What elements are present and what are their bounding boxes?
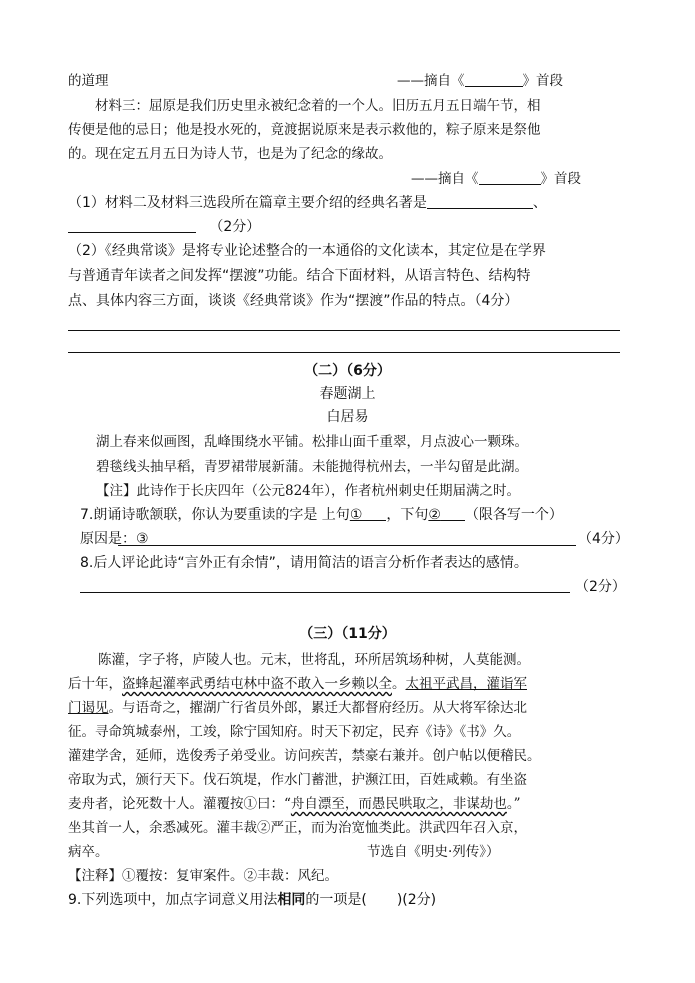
question-7	[80, 506, 563, 524]
answer-line[interactable]	[68, 352, 620, 353]
material2-tail	[68, 72, 109, 90]
answer-blank[interactable]	[441, 506, 465, 521]
question-7-text: 7.朗诵诗歌颔联，你认为要重读的字是 上句	[80, 507, 350, 523]
material3-line2: 传便是他的忌日；他是投水死的，竟渡据说原来是表示救他的，粽子原来是祭他	[68, 122, 541, 138]
question-7-score: （4分）	[578, 531, 629, 547]
question-1-cont	[68, 218, 260, 236]
material2-source	[397, 72, 563, 90]
question-1-text: （1）材料二及材料三选段所在篇章主要介绍的经典名著是	[68, 195, 427, 211]
question-9-text: 9.下列选项中，加点字词意义用法	[68, 892, 278, 908]
question-9-emphasis: 相同	[277, 892, 306, 908]
blank-mark-1[interactable]: ①	[349, 507, 363, 523]
passage-line-2	[68, 675, 527, 693]
poem-author: 白居易	[326, 409, 369, 425]
question-2-line3: 点、具体内容三方面，谈谈《经典常谈》作为“摆渡”作品的特点。（4分）	[68, 293, 519, 309]
book-title-blank[interactable]	[479, 170, 541, 185]
reason-answer-line[interactable]	[118, 545, 576, 546]
book-title-blank[interactable]	[465, 72, 523, 87]
passage-line-4: 征。寻命筑城泰州，工竣，除宁国知府。时天下初定，民弃《诗》《书》久。	[68, 724, 521, 740]
passage-line-3	[68, 699, 527, 717]
poem-line-1: 湖上春来似画图，乱峰围绕水平铺。松排山面千重翠，月点波心一颗珠。	[96, 434, 528, 450]
passage-text: 。	[392, 676, 406, 692]
section-2-heading: （二）（6分）	[304, 363, 391, 379]
question-1	[68, 194, 547, 212]
material3-line3: 的。现在定五月五日为诗人节，也是为了纪念的缘故。	[68, 146, 392, 162]
question-2-line1: （2）《经典常谈》是将专业论述整合的一本通俗的文化读本，其定位是在学界	[68, 243, 546, 259]
source-suffix: 》首段	[522, 73, 563, 89]
question-9-score: )(2分)	[396, 892, 437, 908]
underlined-sentence: 门谒见	[68, 700, 109, 716]
passage-line-8: 坐其首一人，余悉减死。灌丰裁②严正，而为治宽恤类此。洪武四年召入京，	[68, 820, 527, 836]
material3-source	[411, 170, 581, 188]
blank-mark-2[interactable]: ②	[428, 507, 441, 523]
passage-note: 【注释】①覆按：复审案件。②丰裁：风纪。	[68, 868, 338, 884]
passage-line-7	[68, 795, 521, 813]
question-8-score: （2分）	[575, 579, 626, 595]
question-9	[68, 891, 436, 909]
passage-text: 麦舟者，论死数十人。灌覆按①曰：“	[68, 796, 291, 812]
wavy-underlined-sentence: 盗蜂起灌率武勇结屯林中盗不敢入一乡赖以全	[122, 676, 392, 692]
source-prefix: ——摘自《	[411, 171, 479, 187]
underlined-sentence: 太祖平武昌，灌诣军	[405, 676, 527, 692]
passage-line-5: 灌建学舍，延师，选俊秀子弟受业。访问疾苦，禁豪右兼并。创户帖以便稽民。	[68, 748, 541, 764]
passage-line-6: 帝取为式，颁行天下。伐石筑堤，作水门蓄泄，护濒江田，百姓咸赖。有坐盗	[68, 772, 527, 788]
answer-blank[interactable]	[362, 506, 386, 521]
passage-line-1: 陈灌，字子将，庐陵人也。元末，世将乱，环所居筑场种树，人莫能测。	[98, 652, 530, 668]
question-1-score: （2分）	[209, 219, 261, 235]
passage-text: 后十年，	[68, 676, 122, 692]
material3-line1: 材料三：屈原是我们历史里永被纪念着的一个人。旧历五月五日端午节，相	[95, 98, 541, 114]
poem-note: 【注】此诗作于长庆四年（公元824年），作者杭州刺史任期届满之时。	[96, 483, 521, 499]
passage-line-9: 病卒。	[68, 844, 109, 860]
poem-line-2: 碧毯线头抽早稻，青罗裙带展新蒲。未能抛得杭州去，一半勾留是此湖。	[96, 459, 528, 475]
question-8: 8.后人评论此诗“言外正有余情”，请用简洁的语言分析作者表达的感情。	[80, 555, 528, 571]
source-prefix: ——摘自《	[397, 73, 465, 89]
question-7-tail: （限各写一个）	[464, 507, 563, 523]
question-7-reason-label: 原因是：③	[80, 531, 149, 547]
answer-line[interactable]	[80, 592, 570, 593]
answer-line[interactable]	[68, 330, 620, 331]
answer-blank[interactable]	[68, 218, 196, 233]
separator: 、	[532, 195, 547, 211]
passage-text: 。与语奇之，擢湖广行省员外郎，累迁大都督府经历。从大将军徐达北	[108, 700, 527, 716]
section-3-heading: （三）（11分）	[299, 626, 396, 642]
passage-source: 节选自《明史·列传》）	[367, 844, 500, 860]
source-suffix: 》首段	[540, 171, 581, 187]
passage-text: 。”	[506, 796, 521, 812]
poem-title: 春题湖上	[319, 386, 376, 402]
answer-blank[interactable]	[427, 194, 533, 209]
question-7-mid: ，下句	[386, 507, 429, 523]
question-9-text: 的一项是(	[305, 892, 367, 908]
question-2-line2: 与普通青年读者之间发挥“摆渡”功能。结合下面材料，从语言特色、结构特	[68, 268, 531, 284]
material2-tail-text: 的道理	[68, 73, 109, 89]
wavy-underlined-sentence: 舟自漂至，而愚民哄取之，非谋劫也	[290, 796, 507, 812]
